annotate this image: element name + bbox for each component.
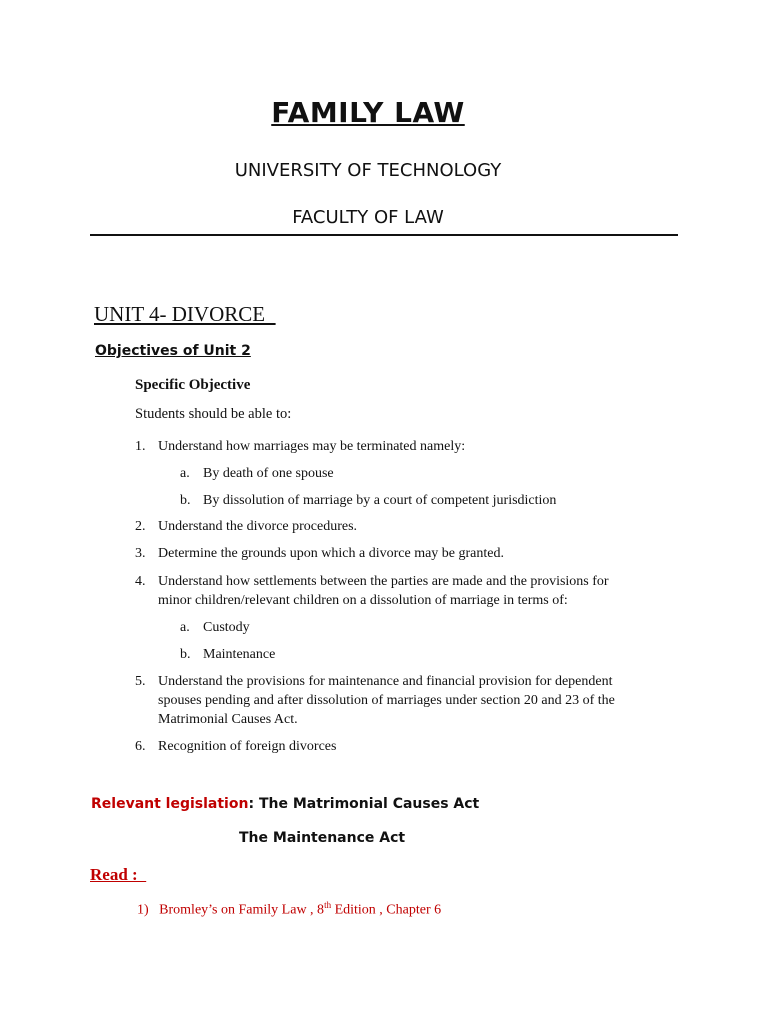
reading-item [137, 900, 441, 919]
objective-text-line-1: Understand the provisions for maintenance and financial provision for dependent [158, 674, 613, 689]
read-heading: Read : [90, 865, 147, 884]
objective-text: Understand how marriages may be terminated namely: [158, 439, 466, 454]
objective-number: 3. [135, 546, 146, 561]
objective-text-line-3: Matrimonial Causes Act. [158, 712, 298, 727]
sub-objective-text: Custody [203, 620, 250, 635]
document-title: FAMILY LAW [271, 96, 465, 129]
objective-text-line-1: Understand how settlements between the parties are made and the provisions for [158, 574, 609, 589]
objective-number: 6. [135, 739, 146, 754]
specific-objective-heading: Specific Objective [135, 377, 251, 393]
reading-title: Bromley’s on Family Law , 8 [159, 902, 325, 918]
objective-number: 1. [135, 439, 146, 454]
legislation-separator: : [248, 796, 259, 812]
objective-number: 5. [135, 674, 146, 689]
university-name: UNIVERSITY OF TECHNOLOGY [234, 160, 502, 181]
sub-objective-letter: b. [180, 493, 191, 508]
objective-number: 4. [135, 574, 146, 589]
reading-edition-suffix: th [324, 900, 332, 910]
faculty-name: FACULTY OF LAW [292, 207, 444, 228]
legislation-label: Relevant legislation [91, 796, 249, 812]
sub-objective-letter: a. [180, 466, 190, 481]
sub-objective-letter: b. [180, 647, 191, 662]
legislation-act-2: The Maintenance Act [239, 830, 406, 846]
reading-edition-chapter: Edition , Chapter 6 [331, 902, 442, 918]
unit-heading: UNIT 4- DIVORCE [94, 302, 276, 326]
sub-objective-letter: a. [180, 620, 190, 635]
relevant-legislation [91, 796, 479, 812]
objective-text: Determine the grounds upon which a divorce may be granted. [158, 546, 505, 561]
header-divider [90, 234, 678, 236]
sub-objective-text: Maintenance [203, 647, 276, 662]
objective-text: Recognition of foreign divorces [158, 739, 337, 754]
objective-number: 2. [135, 519, 146, 534]
objective-text-line-2: spouses pending and after dissolution of marriages under section 20 and 23 of the [158, 693, 615, 708]
objectives-heading: Objectives of Unit 2 [95, 343, 251, 359]
sub-objective-text: By death of one spouse [203, 466, 334, 481]
objective-text-line-2: minor children/relevant children on a dissolution of marriage in terms of: [158, 593, 568, 608]
objective-text: Understand the divorce procedures. [158, 519, 358, 534]
reading-number: 1) [137, 902, 149, 918]
objectives-intro: Students should be able to: [135, 406, 292, 422]
legislation-act-1: The Matrimonial Causes Act [258, 796, 480, 812]
sub-objective-text: By dissolution of marriage by a court of competent jurisdiction [203, 493, 557, 508]
